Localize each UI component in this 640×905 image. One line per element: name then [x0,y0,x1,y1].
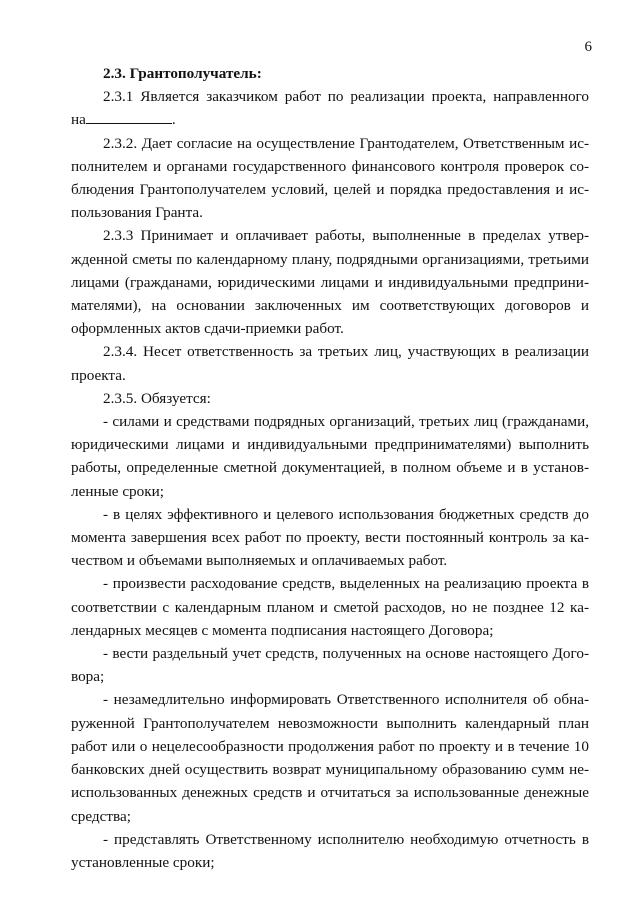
clause-2-3-1-prefix: на [71,111,86,129]
clause-2-3-4: 2.3.4. Несет ответственность за третьих лиц, участвующих в реализации проекта. [71,343,589,384]
section-heading: 2.3. Грантополучатель: [103,65,262,82]
blank-fill-line [86,109,172,124]
obligation-item: - силами и средствами подрядных организаций, третьих лиц (гражданами, юридическими лицами и индивидуальными предпринимателями) выполнить работы, определенные сметной документацией, в полном объеме и в установленные сроки; [71,413,589,500]
obligation-item: - незамедлительно информировать Ответственного исполнителя об обнаруженной Грантополучателем невозможности выполнить календарный план работ или о нецелесообразности продолжения работ по проекту и в течение 10 банковских дней осуществить возврат муниципальному образованию сумм неиспользованных денежных средств и отчитаться за использованные денежные средства; [71,691,589,825]
obligation-item: - произвести расходование средств, выделенных на реализацию проекта в соответствии с календарным планом и сметой расходов, но не позднее 12 календарных месяцев с момента подписания настоящего Договора; [71,575,589,639]
clause-2-3-5: 2.3.5. Обязуется: [103,389,211,407]
page-number: 6 [584,39,592,55]
document-body [71,62,589,874]
clause-2-3-3: 2.3.3 Принимает и оплачивает работы, выполненные в пределах утвержденной сметы по календарному плану, подрядными организациями, третьими лицами (гражданами, юридическими лицами и индивидуальными предпринимателями), на основании заключенных им соответствующих договоров и оформленных актов сдачи-приемки работ. [71,227,589,338]
clause-2-3-1 [71,85,589,131]
clause-2-3-1-suffix: . [171,111,176,129]
obligation-item: - вести раздельный учет средств, полученных на основе настоящего Договора; [71,645,589,686]
obligation-item: - в целях эффективного и целевого использования бюджетных средств до момента завершения всех работ по проекту, вести постоянный контроль за качеством и объемами выполняемых и оплачиваемых работ. [71,505,589,570]
obligation-item: - представлять Ответственному исполнителю необходимую отчетность в установленные сроки; [71,830,589,871]
clause-2-3-1-text: 2.3.1 Является заказчиком работ по реализации проекта, направленного [103,88,589,106]
clause-2-3-2: 2.3.2. Дает согласие на осуществление Грантодателем, Ответственным исполнителем и органами государственного финансового контроля проверок соблюдения Грантополучателем условий, целей и порядка предоставления и использования Гранта. [71,134,589,222]
